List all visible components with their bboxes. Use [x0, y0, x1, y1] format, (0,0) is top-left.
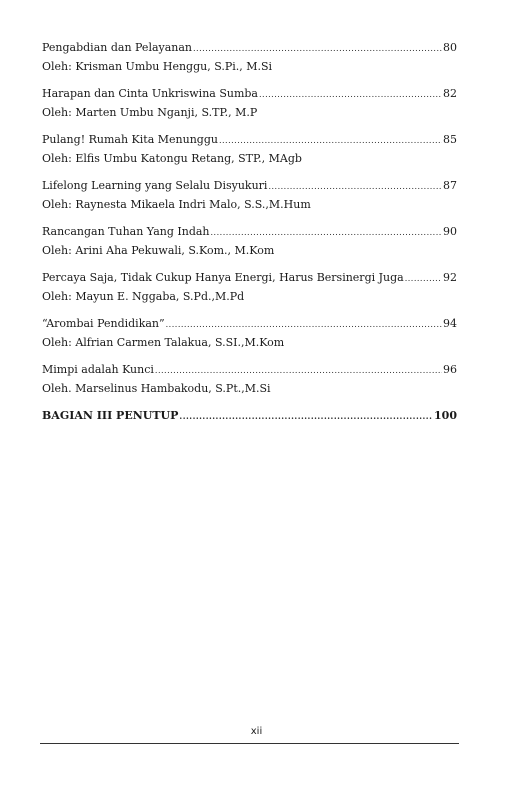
toc-entry-page: 80	[443, 41, 457, 54]
dot-leader	[193, 40, 442, 58]
toc-entry	[42, 361, 457, 398]
page-number: xii	[250, 726, 263, 737]
toc-entry-line	[42, 177, 457, 196]
toc-entry-title: Rancangan Tuhan Yang Indah	[42, 225, 210, 238]
toc-entry-page: 87	[443, 179, 457, 192]
toc-entry-author: Oleh: Elfis Umbu Katongu Retang, STP., MAgb	[42, 152, 302, 165]
toc-entry-title: Percaya Saja, Tidak Cukup Hanya Energi, Harus Bersinergi Juga	[42, 271, 404, 284]
toc-entry-author: Oleh: Arini Aha Pekuwali, S.Kom., M.Kom	[42, 244, 275, 257]
dot-leader	[259, 86, 442, 104]
dot-leader	[166, 316, 442, 334]
toc-section-closing	[42, 407, 457, 425]
toc-entry-title: Harapan dan Cinta Unkriswina Sumba	[42, 87, 258, 100]
toc-entry-author: Oleh: Raynesta Mikaela Indri Malo, S.S.,M.Hum	[42, 198, 311, 211]
toc-entry-author: Oleh: Alfrian Carmen Talakua, S.SI.,M.Kom	[42, 336, 285, 349]
toc-entry	[42, 315, 457, 352]
table-of-contents	[42, 39, 457, 434]
dot-leader	[179, 407, 433, 425]
toc-entry-line	[42, 85, 457, 104]
toc-entry	[42, 223, 457, 260]
dot-leader	[155, 362, 442, 380]
toc-entry-line	[42, 315, 457, 334]
toc-entry-page: 94	[443, 317, 457, 330]
toc-entry-title: Pengabdian dan Pelayanan	[42, 41, 193, 54]
toc-entry	[42, 269, 457, 306]
toc-entry-page: 96	[443, 363, 457, 376]
toc-entry	[42, 85, 457, 122]
toc-entry-line	[42, 269, 457, 288]
dot-leader	[219, 132, 442, 150]
toc-entry-title: “Arombai Pendidikan”	[42, 317, 165, 330]
toc-entry-author: Oleh. Marselinus Hambakodu, S.Pt.,M.Si	[42, 382, 271, 395]
toc-entry-title: Lifelong Learning yang Selalu Disyukuri	[42, 179, 268, 192]
dot-leader	[268, 178, 442, 196]
toc-section-page: 100	[434, 409, 457, 422]
toc-entry-line	[42, 131, 457, 150]
toc-entry-page: 85	[443, 133, 457, 146]
toc-section-line	[42, 407, 457, 425]
toc-entry-page: 90	[443, 225, 457, 238]
toc-entry-page: 92	[443, 271, 457, 284]
toc-entry-line	[42, 223, 457, 242]
footer-divider	[40, 743, 459, 744]
toc-entry-author: Oleh: Marten Umbu Nganji, S.TP., M.P	[42, 106, 258, 119]
toc-entry-page: 82	[443, 87, 457, 100]
toc-entry-title: Mimpi adalah Kunci	[42, 363, 154, 376]
toc-entry-author: Oleh: Krisman Umbu Henggu, S.Pi., M.Si	[42, 60, 273, 73]
toc-entry	[42, 39, 457, 76]
toc-entry-author: Oleh: Mayun E. Nggaba, S.Pd.,M.Pd	[42, 290, 245, 303]
dot-leader	[405, 270, 442, 288]
toc-section-title: BAGIAN III PENUTUP	[42, 409, 179, 422]
toc-entry-line	[42, 39, 457, 58]
toc-entry-title: Pulang! Rumah Kita Menunggu	[42, 133, 218, 146]
dot-leader	[211, 224, 442, 242]
toc-entry-line	[42, 361, 457, 380]
toc-entry	[42, 131, 457, 168]
toc-entry	[42, 177, 457, 214]
